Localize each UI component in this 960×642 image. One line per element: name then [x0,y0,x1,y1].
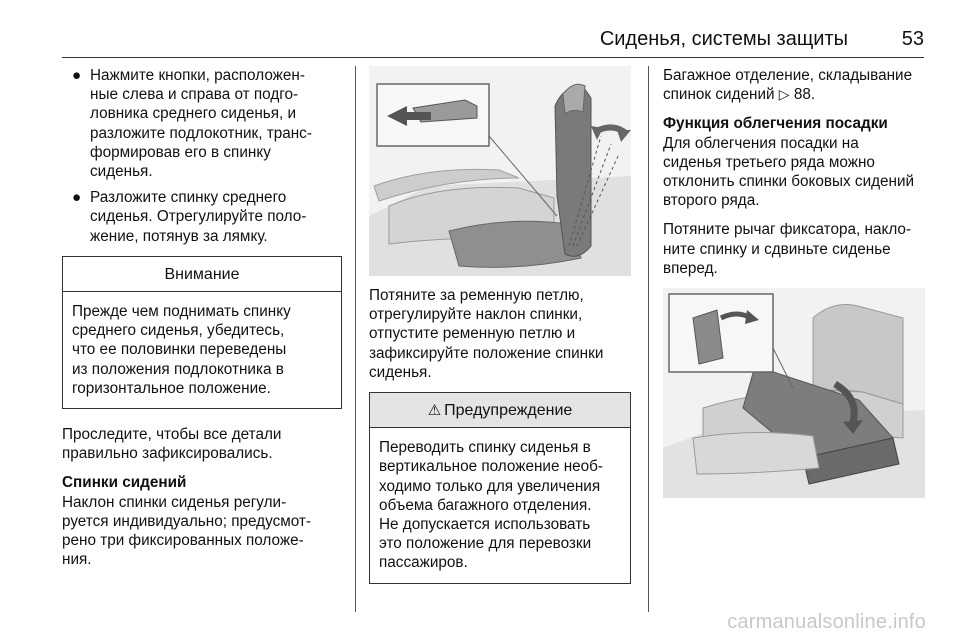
text-line: разложите подлокотник, транс- [90,124,312,142]
section-heading-easy-entry: Функция облегчения посадки [663,115,888,133]
warning-triangle-icon: ⚠ [427,402,442,420]
text-line: ловника среднего сиденья, и [90,105,297,123]
warning-title: Предупреждение [444,402,573,420]
text-line: Переводить спинку сиденья в [379,439,591,457]
column-divider-1 [355,66,356,612]
text-line: ните спинку и сдвиньте сиденье [663,240,891,258]
text-line: руется индивидуально; предусмот- [62,512,312,530]
paragraph [663,134,928,211]
text-line: Разложите спинку среднего [90,189,287,207]
column-1 [62,66,342,579]
text-line: Багажное отделение, складывание [663,67,913,84]
paragraph [62,425,342,463]
text-line: Нажмите кнопки, расположен- [90,67,305,84]
warning-header [370,393,630,428]
caution-title: Внимание [63,257,341,292]
text-line [663,85,928,104]
warning-body [370,428,630,582]
page-number: 53 [901,28,924,50]
section-heading-seat-backs: Спинки сидений [62,474,187,492]
text-line: сиденья. Отрегулируйте поло- [90,208,307,226]
text-line: правильно зафиксировались. [62,445,273,463]
text-line: сиденья третьего ряда можно [663,153,875,171]
bullet-item [62,188,342,246]
text-line: ходимо только для увеличения [379,477,601,495]
text-line: сиденья. [369,363,432,381]
text-line: Для облегчения посадки на [663,134,859,152]
text-line: ные слева и справа от подго- [90,86,299,104]
header-rule [62,57,924,58]
bullet-item [62,66,342,181]
warning-box [369,392,631,584]
page-reference-link[interactable]: 88. [793,86,816,104]
column-2 [369,66,631,600]
seat-recline-illustration [369,66,631,276]
text-line: что ее половинки переведены [72,341,287,359]
watermark: carmanualsonline.info [727,611,926,633]
bullet-dot-icon: ● [72,67,82,84]
page-reference-icon[interactable]: ▷ [778,86,790,103]
text-line: среднего сиденья, убедитесь, [72,322,285,340]
text-line: это положение для перевозки [379,535,592,553]
paragraph [663,220,928,278]
text-line: горизонтальное положение. [72,379,271,397]
caution-body [63,292,341,408]
text-line: отрегулируйте наклон спинки, [369,306,583,324]
easy-entry-illustration [663,288,925,498]
text-line: из положения подлокотника в [72,360,284,378]
text-fragment: спинок сидений [663,86,775,104]
text-line: второго ряда. [663,192,760,210]
text-line: ния. [62,551,92,569]
text-line: объема багажного отделения. [379,496,592,514]
paragraph [663,66,928,104]
text-line: жение, потянув за лямку. [90,227,268,245]
paragraph [369,286,631,382]
text-line: сиденья. [90,163,153,181]
text-line: вперед. [663,259,718,277]
paragraph [62,493,342,570]
text-line: Наклон спинки сиденья регули- [62,493,287,511]
text-line: Не допускается использовать [379,516,591,534]
text-line: формировав его в спинку [90,143,271,161]
text-line: Прежде чем поднимать спинку [72,303,291,321]
text-line: Потяните рычаг фиксатора, накло- [663,221,912,239]
text-line: зафиксируйте положение спинки [369,344,604,362]
bullet-dot-icon: ● [72,189,82,207]
text-line: вертикальное положение необ- [379,458,604,476]
text-line: Проследите, чтобы все детали [62,426,282,444]
text-line: Потяните за ременную петлю, [369,287,584,304]
caution-box [62,256,342,409]
column-divider-2 [648,66,649,612]
column-3 [663,66,928,508]
text-line: пассажиров. [379,554,468,572]
text-line: отклонить спинки боковых сидений [663,173,915,191]
text-line: рено три фиксированных положе- [62,532,304,550]
page-header-title: Сиденья, системы защиты [599,28,848,50]
text-line: отпустите ременную петлю и [369,325,576,343]
